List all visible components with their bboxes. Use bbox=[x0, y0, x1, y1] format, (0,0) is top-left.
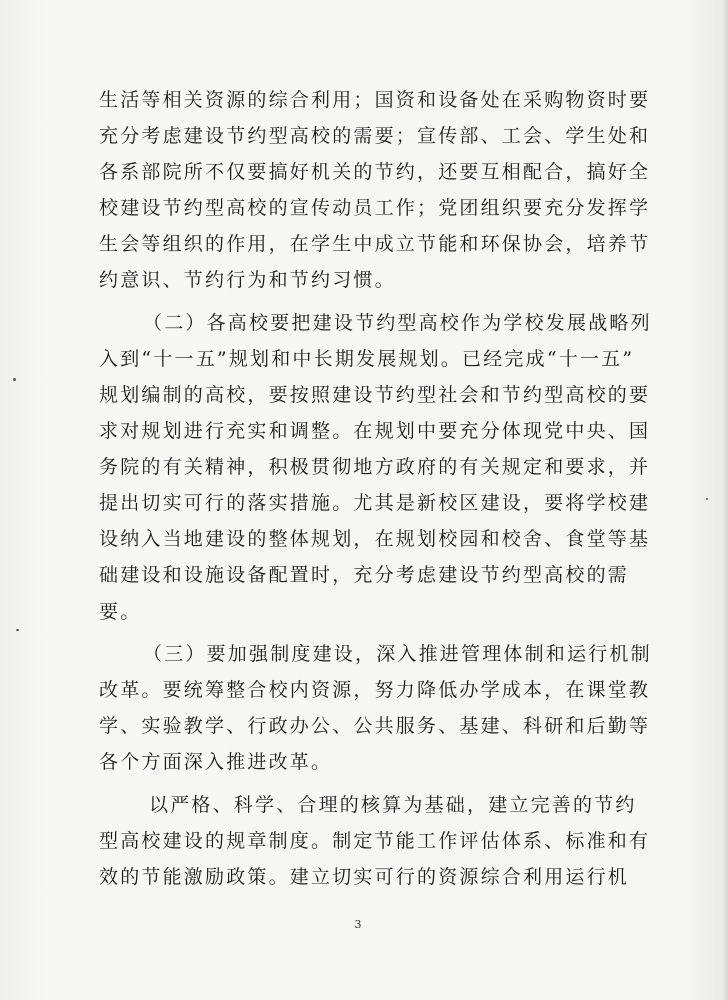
text-line: 各系部院所不仅要搞好机关的节约，还要互相配合，搞好全 bbox=[99, 161, 651, 183]
scan-speck bbox=[706, 498, 708, 500]
text-line: 改革。要统筹整合校内资源，努力降低办学成本，在课堂教 bbox=[99, 679, 651, 701]
text-line: 生活等相关资源的综合利用；国资和设备处在采购物资时要 bbox=[99, 89, 651, 111]
text-line: 型高校建设的规章制度。制定节能工作评估体系、标准和有 bbox=[99, 830, 651, 852]
text-line: 充分考虑建设节约型高校的需要；宣传部、工会、学生处和 bbox=[99, 125, 651, 147]
text-line: 规划编制的高校，要按照建设节约型社会和节约型高校的要 bbox=[99, 384, 651, 406]
text-line: 学、实验教学、行政办公、公共服务、基建、科研和后勤等 bbox=[99, 715, 651, 737]
scan-speck bbox=[13, 378, 16, 381]
text-line: 要。 bbox=[99, 601, 142, 623]
scan-speck bbox=[16, 629, 19, 631]
page-number: 3 bbox=[354, 918, 362, 931]
text-line: 设纳入当地建设的整体规划，在规划校园和校舍、食堂等基 bbox=[99, 528, 651, 550]
paragraph-start-line: 以严格、科学、合理的核算为基础，建立完善的节约 bbox=[149, 794, 637, 816]
text-line: 效的节能激励政策。建立切实可行的资源综合利用运行机 bbox=[99, 866, 630, 888]
text-line: 生会等组织的作用，在学生中成立节能和环保协会，培养节 bbox=[99, 233, 651, 255]
text-line: 约意识、节约行为和节约习惯。 bbox=[99, 269, 396, 291]
text-line: 务院的有关精神，积极贯彻地方政府的有关规定和要求，并 bbox=[99, 456, 651, 478]
paragraph-heading-line: （二）各高校要把建设节约型高校作为学校发展战略列 bbox=[143, 312, 652, 334]
text-line: 校建设节约型高校的宣传动员工作；党团组织要充分发挥学 bbox=[99, 197, 651, 219]
text-line: 础建设和设施设备配置时，充分考虑建设节约型高校的需 bbox=[99, 564, 630, 586]
text-line: 求对规划进行充实和调整。在规划中要充分体现党中央、国 bbox=[99, 420, 651, 442]
text-line: 提出切实可行的落实措施。尤其是新校区建设，要将学校建 bbox=[99, 492, 651, 514]
text-line: 各个方面深入推进改革。 bbox=[99, 751, 333, 773]
paragraph-heading-line: （三）要加强制度建设，深入推进管理体制和运行机制 bbox=[143, 643, 652, 665]
text-line: 入到“十一五”规划和中长期发展规划。已经完成“十一五” bbox=[99, 348, 635, 370]
